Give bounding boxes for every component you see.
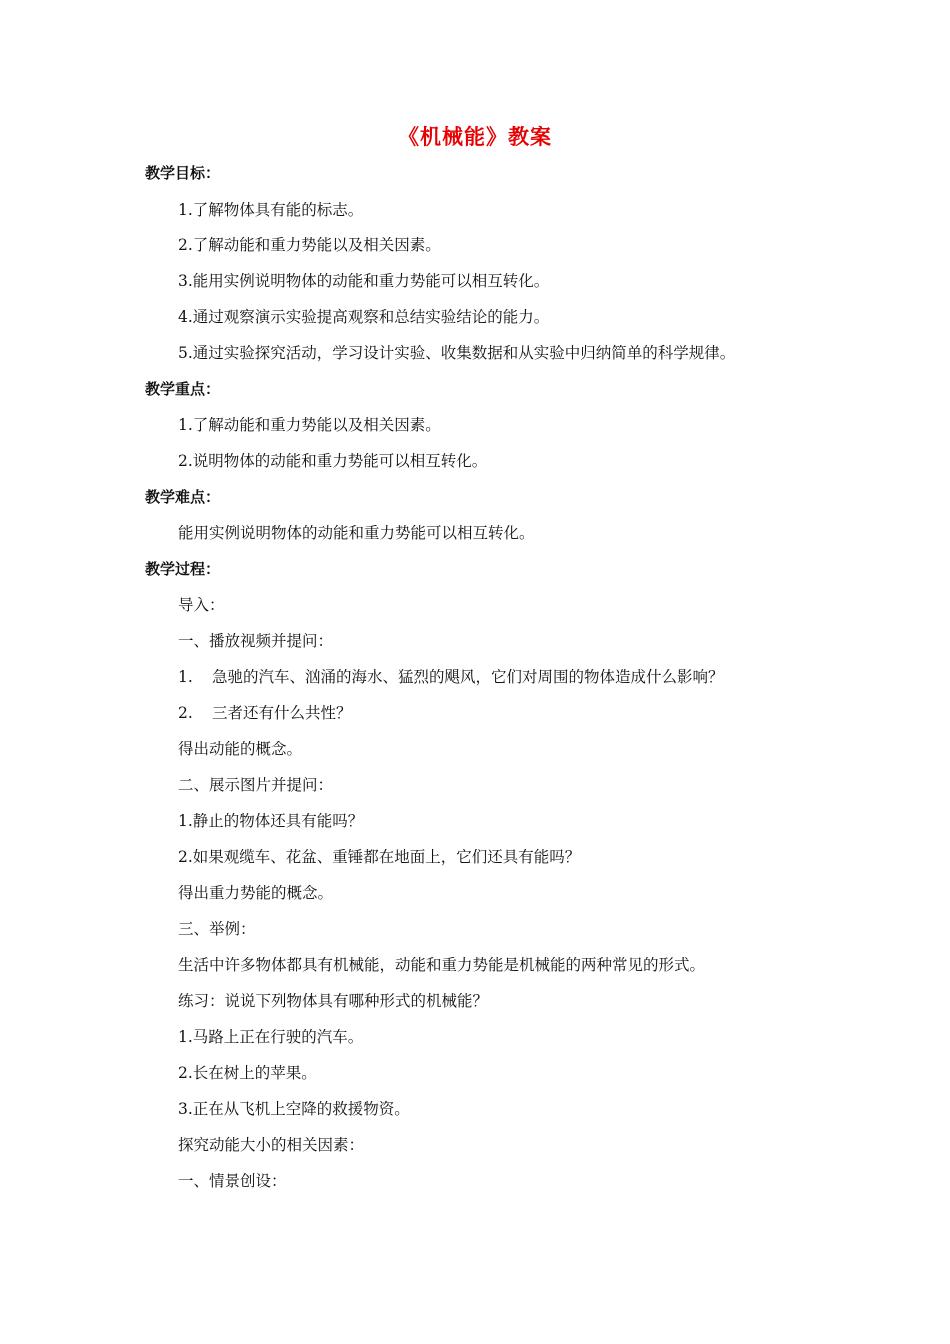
question-number: 2. [178, 704, 193, 722]
objective-item: 1.了解物体具有能的标志。 [178, 201, 364, 219]
objective-item: 2.了解动能和重力势能以及相关因素。 [178, 236, 441, 254]
question-number: 1. [178, 668, 193, 686]
process-step-2: 二、展示图片并提问： [178, 776, 334, 794]
question-item [178, 703, 352, 723]
key-point-item: 2.说明物体的动能和重力势能可以相互转化。 [178, 452, 488, 470]
exercise-prompt: 练习：说说下列物体具有哪种形式的机械能？ [178, 992, 489, 1010]
question-item [178, 667, 724, 687]
process-heading: 教学过程： [145, 560, 221, 578]
question-text: 三者还有什么共性？ [212, 704, 352, 722]
scenario-heading: 一、情景创设： [178, 1172, 287, 1190]
question-item: 2.如果观缆车、花盆、重锤都在地面上，它们还具有能吗？ [178, 848, 581, 866]
objective-item: 4.通过观察演示实验提高观察和总结实验结论的能力。 [178, 308, 550, 326]
objective-item: 5.通过实验探究活动，学习设计实验、收集数据和从实验中归纳简单的科学规律。 [178, 344, 736, 362]
difficulty-text: 能用实例说明物体的动能和重力势能可以相互转化。 [178, 524, 535, 542]
explore-heading: 探究动能大小的相关因素： [178, 1136, 365, 1154]
process-intro: 导入： [178, 596, 225, 614]
process-step-1: 一、播放视频并提问： [178, 632, 334, 650]
exercise-item: 3.正在从飞机上空降的救援物资。 [178, 1100, 410, 1118]
question-text: 急驰的汽车、汹涌的海水、猛烈的飓风，它们对周围的物体造成什么影响？ [212, 668, 724, 686]
conclusion-2: 得出重力势能的概念。 [178, 884, 334, 902]
exercise-item: 1.马路上正在行驶的汽车。 [178, 1028, 364, 1046]
question-item: 1.静止的物体还具有能吗？ [178, 812, 364, 830]
key-points-heading: 教学重点： [145, 380, 221, 398]
document-title: 《机械能》教案 [398, 125, 552, 149]
objective-item: 3.能用实例说明物体的动能和重力势能可以相互转化。 [178, 272, 550, 290]
key-point-item: 1.了解动能和重力势能以及相关因素。 [178, 416, 441, 434]
objectives-heading: 教学目标： [145, 164, 221, 182]
conclusion-1: 得出动能的概念。 [178, 740, 303, 758]
exercise-item: 2.长在树上的苹果。 [178, 1064, 317, 1082]
process-step-3: 三、举例： [178, 920, 256, 938]
difficulties-heading: 教学难点： [145, 488, 221, 506]
example-text: 生活中许多物体都具有机械能，动能和重力势能是机械能的两种常见的形式。 [178, 956, 706, 974]
